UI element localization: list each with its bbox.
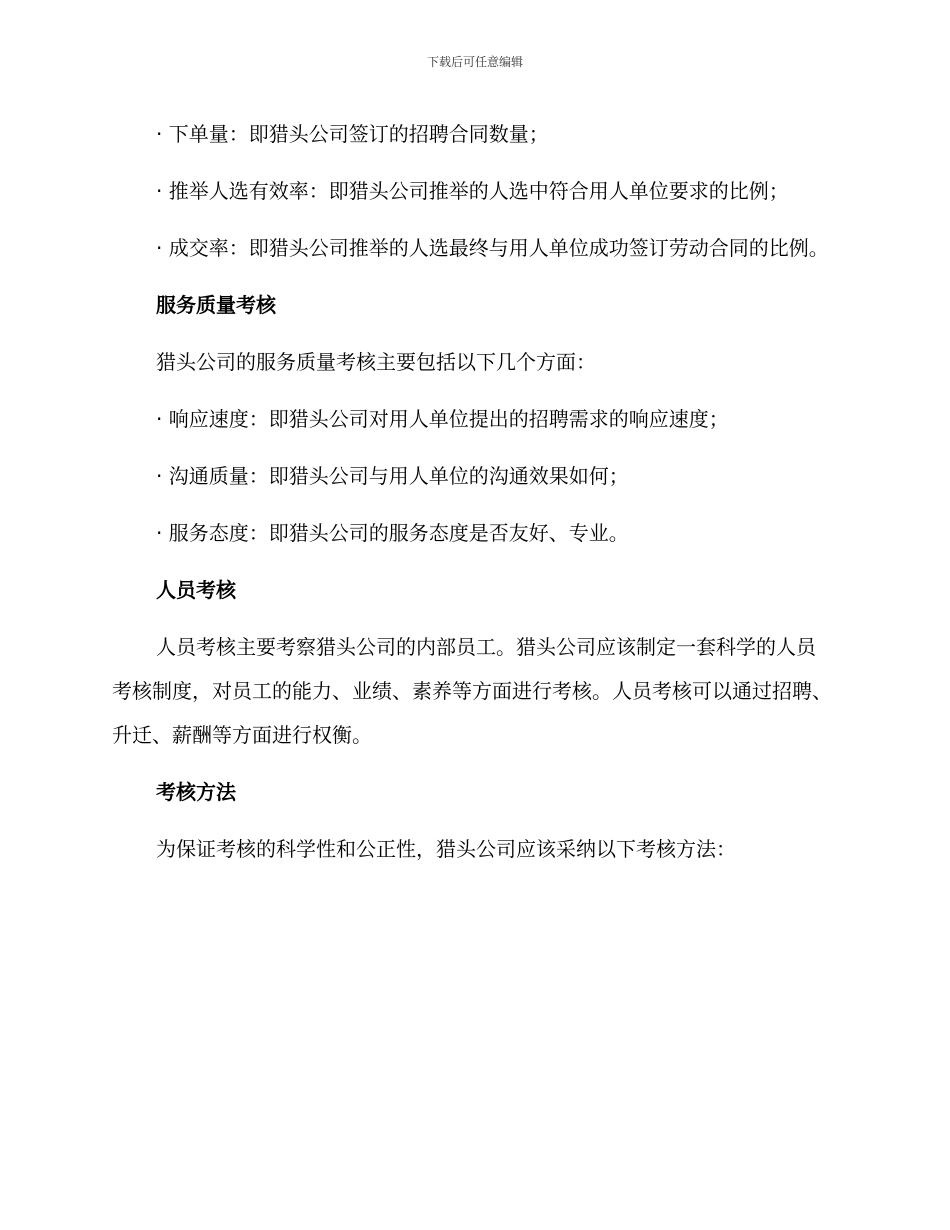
paragraph-order-volume: · 下单量：即猎头公司签订的招聘合同数量； [156, 122, 549, 146]
header-note: 下载后可任意编辑 [426, 55, 523, 69]
paragraph-methods-intro: 为保证考核的科学性和公正性，猎头公司应该采纳以下考核方法： [156, 837, 736, 861]
document-body [112, 112, 834, 884]
paragraph-candidate-efficiency: · 推举人选有效率：即猎头公司推举的人选中符合用人单位要求的比例； [156, 179, 789, 203]
paragraph-response-speed: · 响应速度：即猎头公司对用人单位提出的招聘需求的响应速度； [156, 407, 729, 431]
paragraph-personnel-assessment: 人员考核主要考察猎头公司的内部员工。猎头公司应该制定一套科学的人员考核制度，对员工的能力、业绩、素养等方面进行考核。人员考核可以通过招聘、升迁、薪酬等方面进行权衡。 [112, 635, 832, 747]
section-heading-service-quality: 服务质量考核 [156, 293, 276, 317]
paragraph-closing-rate: · 成交率：即猎头公司推举的人选最终与用人单位成功签订劳动合同的比例。 [156, 236, 829, 260]
paragraph-service-quality-intro: 猎头公司的服务质量考核主要包括以下几个方面： [156, 350, 596, 374]
section-heading-methods: 考核方法 [156, 780, 236, 804]
paragraph-service-attitude: · 服务态度：即猎头公司的服务态度是否友好、专业。 [156, 521, 629, 545]
section-heading-personnel: 人员考核 [156, 578, 236, 602]
paragraph-communication-quality: · 沟通质量：即猎头公司与用人单位的沟通效果如何； [156, 464, 629, 488]
